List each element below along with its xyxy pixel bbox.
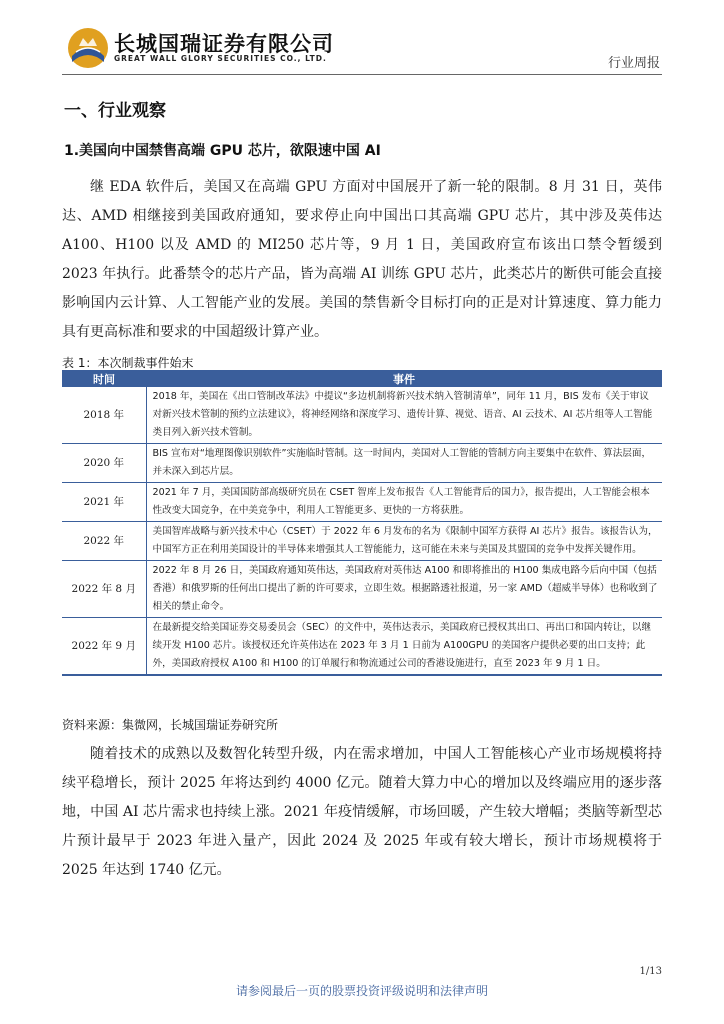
table-source-note: 资料来源：集微网，长城国瑞证券研究所 — [62, 718, 279, 732]
table-cell-time: 2018 年 — [62, 387, 146, 444]
paragraph-intro: 继 EDA 软件后，美国又在高端 GPU 方面对中国展开了新一轮的限制。8 月 31 日，英伟达、AMD 相继接到美国政府通知，要求停止向中国出口其高端 GPU 芯片，其中涉及英伟达 A100、H100 以及 AMD 的 MI250 芯片等，9 月 1 日，美国政府宣布该出口禁令暂缓到 2023 年执行。此番禁令的芯片产品，皆为高端 AI 训练 GPU 芯片，此类芯片的断供可能会直接影响国内云计算、人工智能产业的发展。美国的禁售新令目标打向的正是对计算速度、算力能力具有更高标准和要求的中国超级计算产业。 — [62, 179, 662, 340]
table-row — [62, 387, 662, 444]
table-cell-event: 在最新提交给美国证券交易委员会（SEC）的文件中，英伟达表示，美国政府已授权其出口、再出口和国内转让，以继续开发 H100 芯片。该授权还允许英伟达在 2023 年 3 月 1 日前为 A100GPU 的美国客户提供必要的出口支持；此外，美国政府授权 A100 和 H100 的订单履行和物流通过公司的香港设施进行，直至 2023 年 9 月 1 日。 — [146, 618, 662, 676]
paragraph-market: 随着技术的成熟以及数智化转型升级，内在需求增加，中国人工智能核心产业市场规模将持续平稳增长，预计 2025 年将达到约 4000 亿元。随着大算力中心的增加以及终端应用的逐步落地，中国 AI 芯片需求也持续上涨。2021 年疫情缓解，市场回暖，产生较大增幅；类脑等新型芯片预计最早于 2023 年进入量产，因此 2024 及 2025 年或有较大增长，预计市场规模将于 2025 年达到 1740 亿元。 — [62, 746, 662, 878]
section-title: 一、行业观察 — [64, 101, 166, 121]
company-name-cn: 长城国瑞证券有限公司 — [114, 32, 334, 56]
page-number: 1/13 — [639, 966, 662, 977]
table-cell-time: 2021 年 — [62, 483, 146, 522]
table-row — [62, 444, 662, 483]
table-cell-event: 2021 年 7 月，美国国防部高级研究员在 CSET 智库上发布报告《人工智能背后的国力》，报告提出，人工智能会根本性改变大国竞争，在中美竞争中，利用人工智能更多、更快的一方将获胜。 — [146, 483, 662, 522]
table-header-time: 时间 — [62, 370, 146, 387]
company-logo-icon — [66, 26, 110, 70]
table-cell-time: 2022 年 — [62, 522, 146, 561]
table-cell-event: BIS 宣布对“地理图像识别软件”实施临时管制。这一时间内，美国对人工智能的管制方向主要集中在软件、算法层面，并未深入到芯片层。 — [146, 444, 662, 483]
footer-disclaimer: 请参阅最后一页的股票投资评级说明和法律声明 — [235, 984, 488, 998]
table-cell-event: 2022 年 8 月 26 日，美国政府通知英伟达，美国政府对英伟达 A100 和即将推出的 H100 集成电路今后向中国（包括香港）和俄罗斯的任何出口提出了新的许可要求，立即生效。根据路透社报道，另一家 AMD（超威半导体）也称收到了相关的禁止命令。 — [146, 561, 662, 618]
table-cell-event: 美国智库战略与新兴技术中心（CSET）于 2022 年 6 月发布的名为《限制中国军方获得 AI 芯片》报告。该报告认为，中国军方正在利用美国设计的半导体来增强其人工智能能力，这可能在未来与美国及其盟国的竞争中发挥关键作用。 — [146, 522, 662, 561]
table-row — [62, 483, 662, 522]
subsection-title: 1.美国向中国禁售高端 GPU 芯片，欲限速中国 AI — [64, 143, 381, 159]
table-cell-event: 2018 年，美国在《出口管制改革法》中提议“多边机制将新兴技术纳入管制清单”，同年 11 月，BIS 发布《关于审议对新兴技术管制的预约立法建议》，将神经网络和深度学习、遗传计算、视觉、语音、AI 云技术、AI 芯片组等人工智能类目列入新兴技术管制。 — [146, 387, 662, 444]
table-row — [62, 522, 662, 561]
header-divider — [62, 74, 662, 75]
table-row — [62, 561, 662, 618]
table-header-event: 事件 — [146, 370, 662, 387]
page-header — [0, 0, 724, 80]
report-type-label: 行业周报 — [607, 56, 660, 71]
table-row — [62, 618, 662, 676]
table-cell-time: 2020 年 — [62, 444, 146, 483]
table-caption: 表 1：本次制裁事件始末 — [62, 356, 194, 370]
table-cell-time: 2022 年 8 月 — [62, 561, 146, 618]
table-header-row — [62, 370, 662, 387]
company-name-en: GREAT WALL GLORY SECURITIES CO., LTD. — [114, 54, 327, 63]
sanctions-table — [62, 370, 662, 676]
table-cell-time: 2022 年 9 月 — [62, 618, 146, 676]
